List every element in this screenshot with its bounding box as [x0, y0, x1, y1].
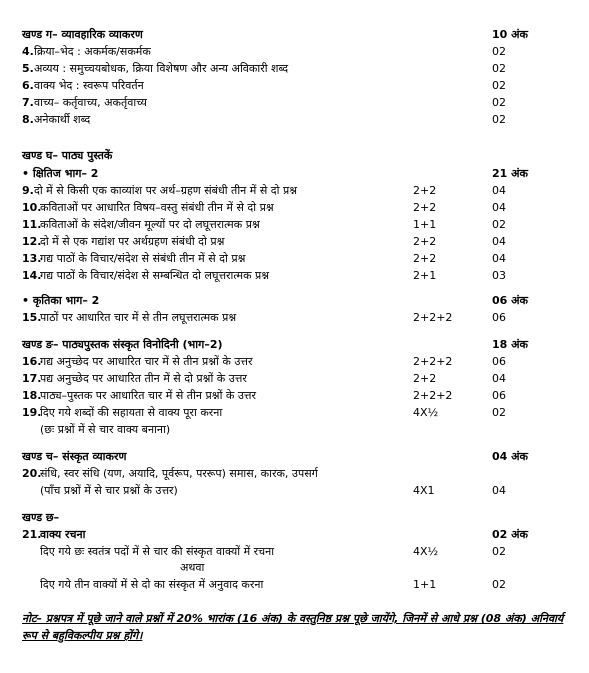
question-marks: 04	[492, 372, 506, 385]
question-marks: 02	[492, 578, 506, 591]
question-text: दो में से किसी एक काव्यांश पर अर्थ–ग्रहण संबंधी तीन में से दो प्रश्न	[34, 184, 298, 197]
question-number: 17.	[22, 372, 42, 385]
question-text: गद्य पाठों के विचार/संदेश से सम्बन्धित दो लघूत्तरात्मक प्रश्न	[40, 269, 270, 282]
question-number: 9.	[22, 184, 34, 197]
question-split: 2+2	[413, 201, 437, 214]
question-row	[0, 483, 589, 499]
question-row	[0, 78, 589, 94]
question-row	[0, 310, 589, 326]
question-row	[0, 527, 589, 543]
question-split: 2+2+2	[413, 355, 453, 368]
question-marks: 02	[492, 79, 506, 92]
question-marks: 02	[492, 62, 506, 75]
question-split: 2+2+2	[413, 389, 453, 402]
question-text: दिए गये तीन वाक्यों में से दो का संस्कृत में अनुवाद करना	[40, 578, 264, 591]
question-split: 2+2	[413, 252, 437, 265]
question-row	[0, 405, 589, 421]
question-row	[0, 354, 589, 370]
question-text: गद्य पाठों के विचार/संदेश से संबंधी तीन में से दो प्रश्न	[40, 252, 246, 265]
question-marks: 04	[492, 252, 506, 265]
question-row	[0, 234, 589, 250]
question-marks: 02 अंक	[492, 528, 528, 541]
question-split: 1+1	[413, 578, 437, 591]
question-text: अनेकार्थी शब्द	[34, 113, 91, 126]
question-marks: 02	[492, 218, 506, 231]
question-number: 4.	[22, 45, 34, 58]
subsection-title: • कृतिका भाग– 2	[22, 294, 100, 307]
question-number: 19.	[22, 406, 42, 419]
note-text: नोट– प्रश्नपत्र में पूछे जाने वाले प्रश्नों में 20% भारांक (16 अंक) के वस्तुनिष्ठ प्रश्न पूछे जायेंगे, जिनमें से आधे प्रश्न (08 अंक) अनिवार्य रूप से बहुविकल्पीय प्रश्न होंगे।	[22, 612, 564, 642]
question-number: 18.	[22, 389, 42, 402]
question-row	[0, 112, 589, 128]
question-text: क्रिया–भेद : अकर्मक/सकर्मक	[34, 45, 151, 58]
section-title: खण्ड घ– पाठ्य पुस्तकें	[22, 149, 113, 162]
section-marks: 18 अंक	[492, 338, 528, 351]
question-row	[0, 560, 589, 576]
question-number: 7.	[22, 96, 34, 109]
question-marks: 06	[492, 355, 506, 368]
section-gh-header	[0, 148, 589, 164]
question-text: अव्यय : समुच्चयबोधक, क्रिया विशेषण और अन्य अविकारी शब्द	[34, 62, 289, 75]
question-text: (छः प्रश्नों में से चार वाक्य बनाना)	[40, 423, 171, 436]
question-split: 4X½	[413, 545, 439, 558]
question-row	[0, 577, 589, 593]
question-marks: 02	[492, 113, 506, 126]
question-split: 2+2	[413, 184, 437, 197]
question-number: 16.	[22, 355, 42, 368]
question-text: पद्य अनुच्छेद पर आधारित तीन में से दो प्रश्नों के उत्तर	[40, 372, 247, 385]
section-marks: 04 अंक	[492, 450, 528, 463]
question-row	[0, 371, 589, 387]
question-marks: 02	[492, 45, 506, 58]
question-marks: 03	[492, 269, 506, 282]
question-text: गद्य अनुच्छेद पर आधारित चार में से तीन प्रश्नों के उत्तर	[40, 355, 253, 368]
question-marks: 04	[492, 235, 506, 248]
question-text: वाक्य भेद : स्वरूप परिवर्तन	[34, 79, 144, 92]
question-number: 5.	[22, 62, 34, 75]
question-row	[0, 95, 589, 111]
question-split: 2+2	[413, 372, 437, 385]
subsection-kshitij-header	[0, 166, 589, 182]
question-row	[0, 200, 589, 216]
question-row	[0, 422, 589, 438]
question-row	[0, 466, 589, 482]
question-split: 2+1	[413, 269, 437, 282]
question-number: 20.	[22, 467, 42, 480]
question-text: पाठों पर आधारित चार में से तीन लघूत्तरात्मक प्रश्न	[40, 311, 237, 324]
question-text: वाक्य रचना	[40, 528, 86, 541]
question-number: 21.	[22, 528, 42, 541]
question-number: 8.	[22, 113, 34, 126]
subsection-kritika-header	[0, 293, 589, 309]
question-marks: 06	[492, 389, 506, 402]
question-text: कविताओं के संदेश/जीवन मूल्यों पर दो लघूत्तरात्मक प्रश्न	[40, 218, 260, 231]
question-split: 4X1	[413, 484, 435, 497]
question-number: 14.	[22, 269, 42, 282]
section-marks: 10 अंक	[492, 28, 528, 41]
question-text: दो में से एक गद्यांश पर अर्थग्रहण संबंधी दो प्रश्न	[40, 235, 225, 248]
question-row	[0, 217, 589, 233]
question-text: पाठ्य–पुस्तक पर आधारित चार में से तीन प्रश्नों के उत्तर	[40, 389, 256, 402]
question-number: 10.	[22, 201, 42, 214]
section-title: खण्ड च– संस्कृत व्याकरण	[22, 450, 127, 463]
section-title: खण्ड छ–	[22, 511, 60, 524]
section-title: खण्ड ङ– पाठ्यपुस्तक संस्कृत विनोदिनी (भाग–2)	[22, 338, 223, 351]
question-marks: 02	[492, 545, 506, 558]
subsection-marks: 21 अंक	[492, 167, 528, 180]
question-row	[0, 544, 589, 560]
subsection-title: • क्षितिज भाग– 2	[22, 167, 99, 180]
subsection-marks: 06 अंक	[492, 294, 528, 307]
question-split: 2+2	[413, 235, 437, 248]
question-number: 6.	[22, 79, 34, 92]
question-text: दिए गये शब्दों की सहायता से वाक्य पूरा करना	[40, 406, 223, 419]
section-g-header	[0, 27, 589, 43]
question-split: 2+2+2	[413, 311, 453, 324]
question-text: दिए गये छः स्वतंत्र पदों में से चार की संस्कृत वाक्यों में रचना	[40, 545, 275, 558]
question-row	[0, 44, 589, 60]
question-marks: 04	[492, 184, 506, 197]
question-marks: 04	[492, 484, 506, 497]
section-title: खण्ड ग– व्यावहारिक व्याकरण	[22, 28, 143, 41]
question-marks: 02	[492, 406, 506, 419]
question-number: 15.	[22, 311, 42, 324]
question-number: 12.	[22, 235, 42, 248]
question-text: संधि, स्वर संधि (यण, अयादि, पूर्वरूप, पररूप) समास, कारक, उपसर्ग	[40, 467, 318, 480]
question-number: 11.	[22, 218, 42, 231]
question-text: वाच्य– कर्तृवाच्य, अकर्तृवाच्य	[34, 96, 147, 109]
question-marks: 02	[492, 96, 506, 109]
question-row	[0, 183, 589, 199]
question-marks: 04	[492, 201, 506, 214]
question-split: 4X½	[413, 406, 439, 419]
question-row	[0, 268, 589, 284]
section-ch-header	[0, 449, 589, 465]
question-text: कविताओं पर आधारित विषय–वस्तु संबंधी तीन में से दो प्रश्न	[40, 201, 274, 214]
question-number: 13.	[22, 252, 42, 265]
question-split: 1+1	[413, 218, 437, 231]
question-row	[0, 61, 589, 77]
section-ng-header	[0, 337, 589, 353]
question-marks: 06	[492, 311, 506, 324]
question-text: (पाँच प्रश्नों में से चार प्रश्नों के उत्तर)	[40, 484, 178, 497]
question-row	[0, 388, 589, 404]
question-text: अथवा	[180, 561, 205, 574]
section-chh-header	[0, 510, 589, 526]
question-row	[0, 251, 589, 267]
